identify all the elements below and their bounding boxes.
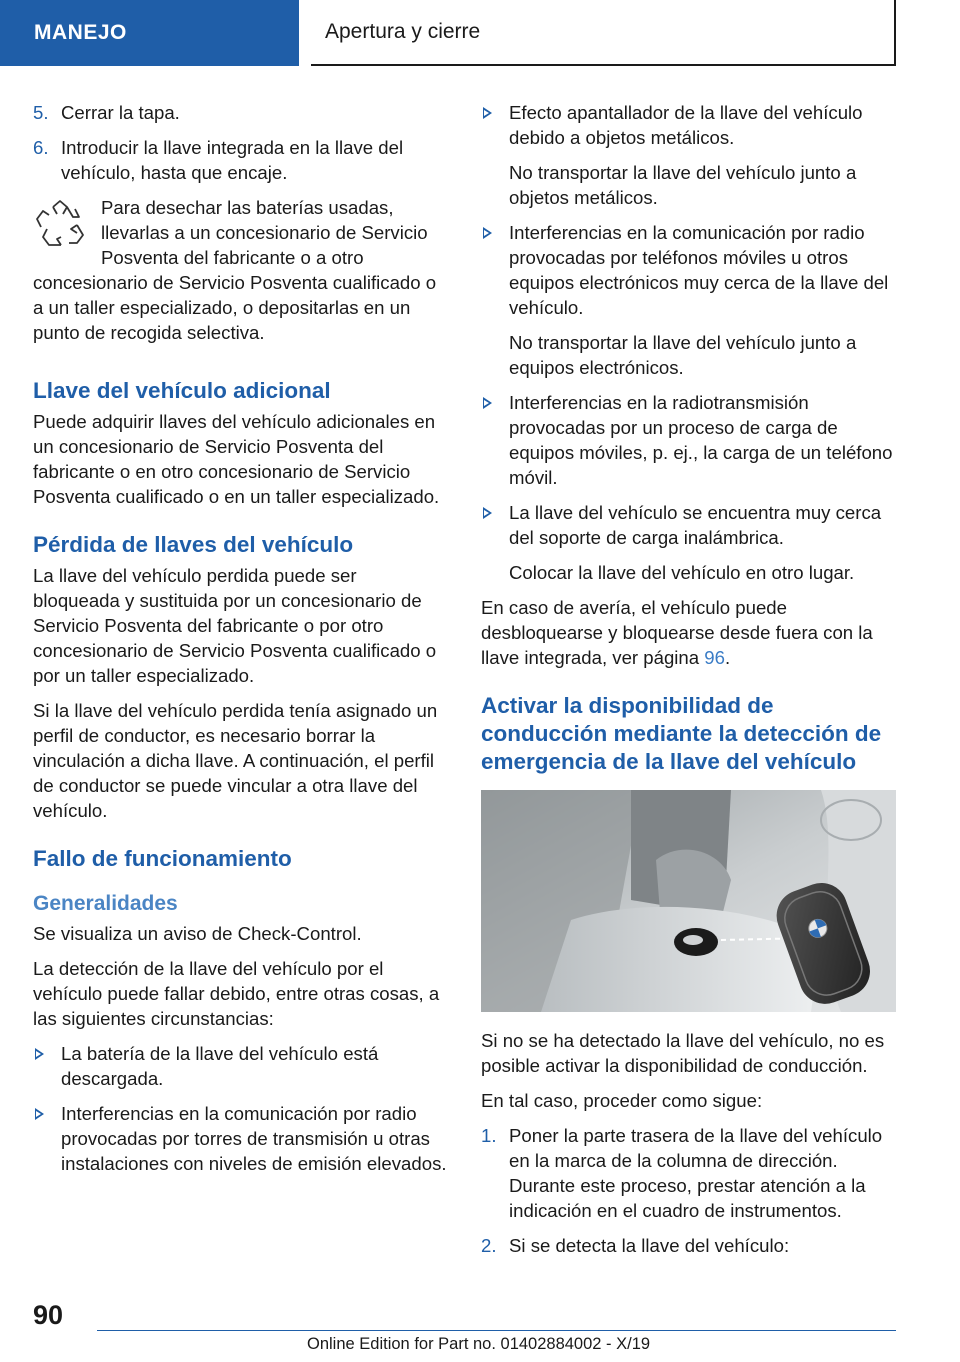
bullet-text: La llave del vehículo se encuentra muy cerca del soporte de carga inalámbrica. [509,502,882,548]
left-column [33,100,448,1186]
header-section-label: MANEJO [34,21,127,44]
bullet-text: La batería de la llave del vehículo está descargada. [61,1043,379,1089]
paragraph-general-1: Se visualiza un aviso de Check-Control. [33,923,362,944]
header-chapter-box [311,0,896,66]
page-number: 90 [33,1300,64,1330]
list-item [481,1123,896,1223]
bullet-text: Efecto apantallador de la llave del vehículo debido a objetos metálicos. [509,102,863,148]
step-text: Introducir la llave integrada en la llave del vehículo, hasta que encaje. [61,137,404,183]
list-item [481,220,896,380]
triangle-bullet-icon [483,507,492,519]
heading-key-loss: Pérdida de llaves del vehículo [33,532,354,557]
bullet-subtext: No transportar la llave del vehículo junto a objetos metálicos. [509,162,857,208]
bullet-text: Interferencias en la comunicación por radio provocadas por torres de transmisión u otras instalaciones con niveles de emisión elevados. [61,1103,447,1174]
fault-text-end: . [724,647,731,668]
heading-activate-emergency: Activar la disponibilidad de conducción mediante la detección de emergencia de la llave del vehículo [481,693,882,774]
step-text: Poner la parte trasera de la llave del vehículo en la marca de la columna de dirección. Durante este proceso, prestar atención a la indicación en el cuadro de instrumentos. [509,1125,883,1221]
step-text: Si se detecta la llave del vehículo: [509,1235,790,1256]
right-column [481,100,896,1268]
triangle-bullet-icon [35,1108,44,1120]
steps-list-right [481,1123,896,1258]
footer-divider [97,1330,896,1331]
list-item [481,1233,896,1258]
triangle-bullet-icon [483,227,492,239]
header-section-tab [0,0,299,66]
heading-general: Generalidades [33,892,178,915]
paragraph-additional-key: Puede adquirir llaves del vehículo adicionales en un concesionario de Servicio Posventa del fabricante o en otro concesionario de Servicio Posventa cualificado o en un taller especializado. [33,411,440,507]
recycle-note-text: Para desechar las baterías usadas, llevarlas a un concesionario de Servicio Posventa del fabricante o a otro concesionario de Servicio Posventa cualificado o a un taller especializado, o depositarlas en un punto de recogida selectiva. [33,197,437,343]
steering-column-key-photo [481,790,896,1012]
heading-malfunction: Fallo de funcionamiento [33,846,292,871]
bullet-subtext: Colocar la llave del vehículo en otro lugar. [509,562,855,583]
list-item [33,1101,448,1176]
footer-edition: Online Edition for Part no. 01402884002 - X/19 [307,1335,651,1353]
header-chapter-label: Apertura y cierre [325,20,481,43]
step-number: 1. [481,1125,497,1146]
recycle-note [33,195,448,355]
list-item [33,135,448,185]
triangle-bullet-icon [483,107,492,119]
bullets-left [33,1041,448,1176]
page-reference-link[interactable]: 96 [704,647,725,668]
paragraph-not-detected: Si no se ha detectado la llave del vehículo, no es posible activar la disponibilidad de conducción. [481,1030,885,1076]
triangle-bullet-icon [35,1048,44,1060]
list-item [481,100,896,210]
list-item [33,1041,448,1091]
bullet-subtext: No transportar la llave del vehículo junto a equipos electrónicos. [509,332,857,378]
step-number: 2. [481,1235,497,1256]
paragraph-procedure: En tal caso, proceder como sigue: [481,1090,763,1111]
bullet-text: Interferencias en la radiotransmisión provocadas por un proceso de carga de equipos móviles, p. ej., la carga de un teléfono móvil. [509,392,893,488]
steps-list-left [33,100,448,185]
bullet-text: Interferencias en la comunicación por radio provocadas por teléfonos móviles u otros equipos electrónicos muy cerca de la llave del vehículo. [509,222,889,318]
recycle-icon [33,197,87,251]
heading-additional-key: Llave del vehículo adicional [33,378,331,403]
bullets-right [481,100,896,585]
list-item [33,100,448,125]
triangle-bullet-icon [483,397,492,409]
paragraph-general-2: La detección de la llave del vehículo por el vehículo puede fallar debido, entre otras cosas, a las siguientes circunstancias: [33,958,440,1029]
paragraph-key-loss-2: Si la llave del vehículo perdida tenía asignado un perfil de conductor, es necesario borrar la vinculación a dicha llave. A continuación, el perfil de conductor se puede vincular a otra llave del vehículo. [33,700,438,821]
fault-text: En caso de avería, el vehículo puede desbloquearse y bloquearse desde fuera con la llave integrada, ver página [481,597,873,668]
step-number: 5. [33,102,49,123]
step-number: 6. [33,137,49,158]
step-text: Cerrar la tapa. [61,102,180,123]
paragraph-fault [481,595,896,670]
list-item [481,390,896,490]
paragraph-key-loss-1: La llave del vehículo perdida puede ser bloqueada y sustituida por un concesionario de Servicio Posventa del fabricante o por otro concesionario de Servicio Posventa cualificado o por un taller especializado. [33,565,437,686]
list-item [481,500,896,585]
